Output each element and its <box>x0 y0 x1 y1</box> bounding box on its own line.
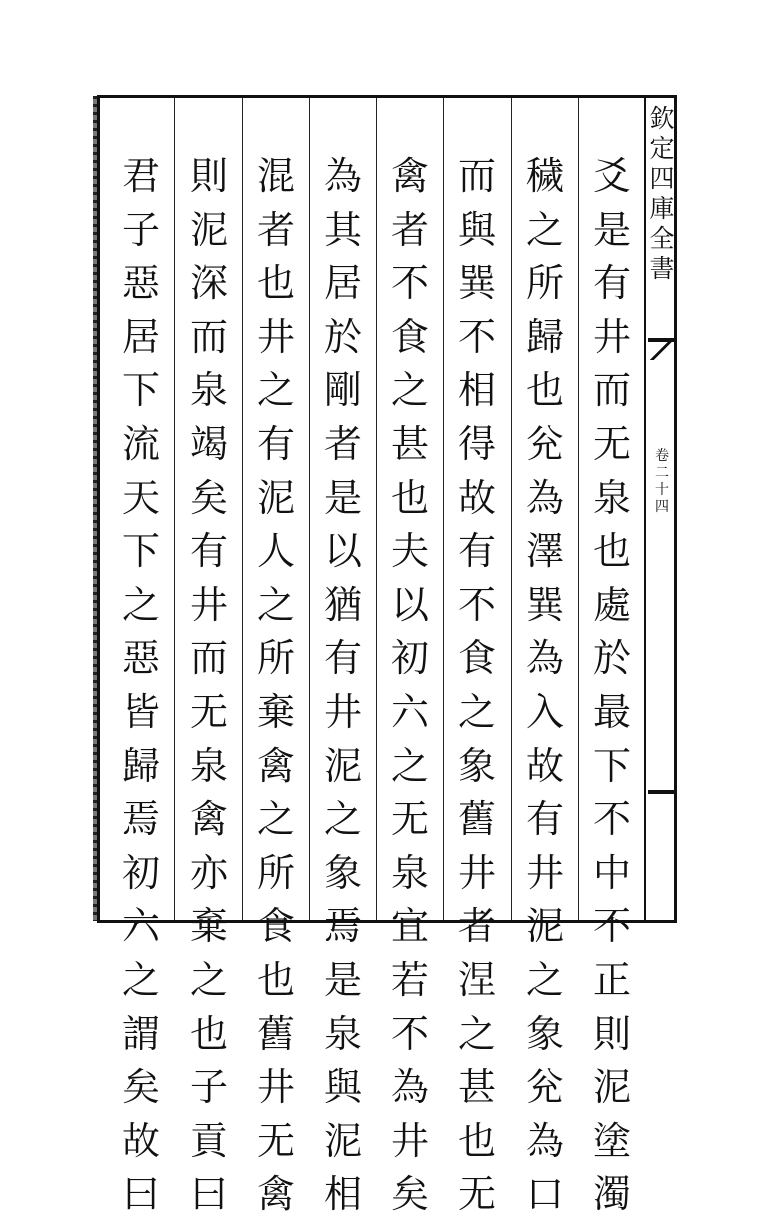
text-character: 初 <box>121 850 160 895</box>
text-character: 矣 <box>189 475 228 520</box>
text-character: 棄 <box>256 689 295 734</box>
text-character: 兊 <box>525 421 564 466</box>
column-rule <box>578 98 579 920</box>
text-character: 焉 <box>121 797 160 842</box>
text-character: 夫 <box>390 529 429 574</box>
text-character: 泉 <box>189 743 228 788</box>
text-character: 故 <box>121 1118 160 1163</box>
text-character: 也 <box>390 475 429 520</box>
text-character: 禽 <box>256 1172 295 1217</box>
text-column-8 <box>116 150 166 1222</box>
text-character: 象 <box>457 743 496 788</box>
text-character: 泉 <box>189 368 228 413</box>
text-character: 曰 <box>189 1172 228 1217</box>
text-column-2 <box>520 150 570 1222</box>
text-character: 不 <box>390 261 429 306</box>
text-character: 處 <box>592 582 631 627</box>
text-character: 最 <box>592 689 631 734</box>
text-character: 井 <box>592 314 631 359</box>
text-character: 宜 <box>390 904 429 949</box>
text-character: 爻 <box>592 154 631 198</box>
text-character: 剛 <box>323 368 362 413</box>
text-character: 也 <box>189 1011 228 1056</box>
text-character: 之 <box>256 582 295 627</box>
text-character: 甚 <box>390 421 429 466</box>
text-character: 井 <box>525 850 564 895</box>
text-character: 是 <box>592 207 631 252</box>
text-character: 有 <box>525 797 564 842</box>
text-character: 歸 <box>525 314 564 359</box>
text-character: 泉 <box>323 1011 362 1056</box>
juan-character: 二 <box>655 465 669 481</box>
margin-rule <box>644 98 646 920</box>
text-character: 入 <box>525 689 564 734</box>
text-character: 之 <box>256 797 295 842</box>
text-character: 流 <box>121 421 160 466</box>
text-character: 禽 <box>256 743 295 788</box>
text-character: 皆 <box>121 689 160 734</box>
text-character: 井 <box>189 582 228 627</box>
text-character: 故 <box>525 743 564 788</box>
text-character: 有 <box>457 529 496 574</box>
column-rule <box>443 98 444 920</box>
text-character: 與 <box>457 207 496 252</box>
text-character: 不 <box>592 797 631 842</box>
text-character: 有 <box>189 529 228 574</box>
column-rule <box>376 98 377 920</box>
text-character: 象 <box>525 1011 564 1056</box>
text-character: 舊 <box>256 1011 295 1056</box>
text-character: 所 <box>525 261 564 306</box>
text-character: 兊 <box>525 1065 564 1110</box>
text-character: 為 <box>525 1118 564 1163</box>
text-character: 甚 <box>457 1065 496 1110</box>
text-character: 濁 <box>592 1172 631 1217</box>
text-character: 矣 <box>121 1065 160 1110</box>
text-character: 六 <box>390 689 429 734</box>
text-character: 故 <box>457 475 496 520</box>
text-character: 所 <box>256 636 295 681</box>
text-character: 為 <box>525 475 564 520</box>
text-character: 巽 <box>525 582 564 627</box>
juan-character: 卷 <box>655 448 669 464</box>
text-character: 之 <box>525 957 564 1002</box>
column-rule <box>511 98 512 920</box>
text-character: 相 <box>457 368 496 413</box>
text-character: 中 <box>592 850 631 895</box>
text-character: 人 <box>256 529 295 574</box>
text-character: 得 <box>457 421 496 466</box>
title-character: 全 <box>649 224 675 253</box>
text-character: 為 <box>390 1065 429 1110</box>
text-character: 則 <box>592 1011 631 1056</box>
text-character: 也 <box>256 957 295 1002</box>
text-character: 深 <box>189 261 228 306</box>
text-character: 若 <box>390 957 429 1002</box>
text-character: 而 <box>189 636 228 681</box>
text-character: 泉 <box>592 475 631 520</box>
text-column-4 <box>385 150 435 1222</box>
text-character: 者 <box>390 207 429 252</box>
text-character: 天 <box>121 475 160 520</box>
text-character: 井 <box>457 850 496 895</box>
text-character: 象 <box>323 850 362 895</box>
text-character: 无 <box>189 689 228 734</box>
text-character: 焉 <box>323 904 362 949</box>
text-column-6 <box>251 150 301 1222</box>
text-character: 是 <box>323 957 362 1002</box>
text-character: 无 <box>390 797 429 842</box>
text-column-7 <box>184 150 234 1222</box>
text-character: 曰 <box>121 1172 160 1217</box>
text-character: 以 <box>323 529 362 574</box>
text-character: 涅 <box>457 957 496 1002</box>
title-character: 庫 <box>649 194 675 223</box>
column-rule <box>242 98 243 920</box>
text-character: 泉 <box>390 850 429 895</box>
title-character: 欽 <box>649 104 675 133</box>
text-character: 於 <box>323 314 362 359</box>
text-character: 泥 <box>525 904 564 949</box>
text-character: 有 <box>592 261 631 306</box>
text-character: 泥 <box>323 1118 362 1163</box>
text-character: 禽 <box>189 797 228 842</box>
text-character: 者 <box>323 421 362 466</box>
text-character: 不 <box>592 904 631 949</box>
juan-number-vertical <box>648 448 676 516</box>
text-character: 泥 <box>592 1065 631 1110</box>
text-character: 之 <box>525 207 564 252</box>
text-character: 不 <box>457 582 496 627</box>
book-title-vertical <box>648 104 676 284</box>
text-character: 食 <box>390 314 429 359</box>
text-character: 食 <box>457 636 496 681</box>
text-character: 而 <box>592 368 631 413</box>
text-character: 為 <box>323 154 362 198</box>
text-character: 之 <box>390 743 429 788</box>
text-character: 也 <box>256 261 295 306</box>
text-character: 居 <box>323 261 362 306</box>
text-character: 之 <box>189 957 228 1002</box>
juan-character: 十 <box>655 482 669 498</box>
text-character: 初 <box>390 636 429 681</box>
text-character: 井 <box>323 689 362 734</box>
text-character: 不 <box>457 314 496 359</box>
text-character: 不 <box>390 1011 429 1056</box>
text-character: 為 <box>525 636 564 681</box>
text-character: 謂 <box>121 1011 160 1056</box>
text-character: 六 <box>121 904 160 949</box>
text-character: 子 <box>121 207 160 252</box>
text-character: 口 <box>525 1172 564 1217</box>
text-character: 其 <box>323 207 362 252</box>
text-character: 子 <box>189 1065 228 1110</box>
text-character: 而 <box>457 154 496 198</box>
text-character: 井 <box>256 314 295 359</box>
text-character: 與 <box>323 1065 362 1110</box>
text-character: 之 <box>457 689 496 734</box>
text-character: 矣 <box>390 1172 429 1217</box>
text-character: 巽 <box>457 261 496 306</box>
text-character: 无 <box>592 421 631 466</box>
text-character: 下 <box>592 743 631 788</box>
text-character: 者 <box>256 207 295 252</box>
text-character: 亦 <box>189 850 228 895</box>
text-character: 之 <box>256 368 295 413</box>
text-character: 无 <box>256 1118 295 1163</box>
text-character: 貢 <box>189 1118 228 1163</box>
text-character: 食 <box>256 904 295 949</box>
text-character: 於 <box>592 636 631 681</box>
text-character: 澤 <box>525 529 564 574</box>
text-character: 歸 <box>121 743 160 788</box>
text-character: 井 <box>390 1118 429 1163</box>
text-character: 惡 <box>121 261 160 306</box>
text-character: 以 <box>390 582 429 627</box>
text-character: 穢 <box>525 154 564 198</box>
text-character: 下 <box>121 368 160 413</box>
text-character: 者 <box>457 904 496 949</box>
text-character: 相 <box>323 1172 362 1217</box>
column-rule <box>309 98 310 920</box>
text-character: 君 <box>121 154 160 198</box>
text-column-5 <box>318 150 368 1222</box>
column-rule <box>174 98 175 920</box>
text-character: 之 <box>323 797 362 842</box>
text-character: 正 <box>592 957 631 1002</box>
title-character: 四 <box>649 164 675 193</box>
text-character: 所 <box>256 850 295 895</box>
text-character: 之 <box>390 368 429 413</box>
text-character: 也 <box>525 368 564 413</box>
text-character: 也 <box>457 1118 496 1163</box>
text-character: 混 <box>256 154 295 198</box>
text-character: 舊 <box>457 797 496 842</box>
text-character: 无 <box>457 1172 496 1217</box>
title-character: 定 <box>649 134 675 163</box>
text-character: 塗 <box>592 1118 631 1163</box>
text-character: 也 <box>592 529 631 574</box>
text-character: 是 <box>323 475 362 520</box>
text-character: 泥 <box>323 743 362 788</box>
text-character: 泥 <box>189 207 228 252</box>
text-character: 惡 <box>121 636 160 681</box>
text-column-3 <box>452 150 502 1222</box>
text-character: 居 <box>121 314 160 359</box>
text-character: 禽 <box>390 154 429 198</box>
text-character: 棄 <box>189 904 228 949</box>
text-character: 則 <box>189 154 228 198</box>
text-character: 之 <box>121 957 160 1002</box>
text-character: 竭 <box>189 421 228 466</box>
juan-character: 四 <box>655 499 669 515</box>
text-character: 之 <box>121 582 160 627</box>
text-character: 之 <box>457 1011 496 1056</box>
text-column-1 <box>587 150 637 1222</box>
lower-fishtail-ornament <box>648 790 676 794</box>
text-character: 井 <box>256 1065 295 1110</box>
text-character: 而 <box>189 314 228 359</box>
text-character: 下 <box>121 529 160 574</box>
text-character: 猶 <box>323 582 362 627</box>
text-character: 泥 <box>256 475 295 520</box>
title-character: 書 <box>649 254 675 283</box>
text-character: 有 <box>323 636 362 681</box>
fishtail-ornament <box>648 338 676 360</box>
text-character: 有 <box>256 421 295 466</box>
